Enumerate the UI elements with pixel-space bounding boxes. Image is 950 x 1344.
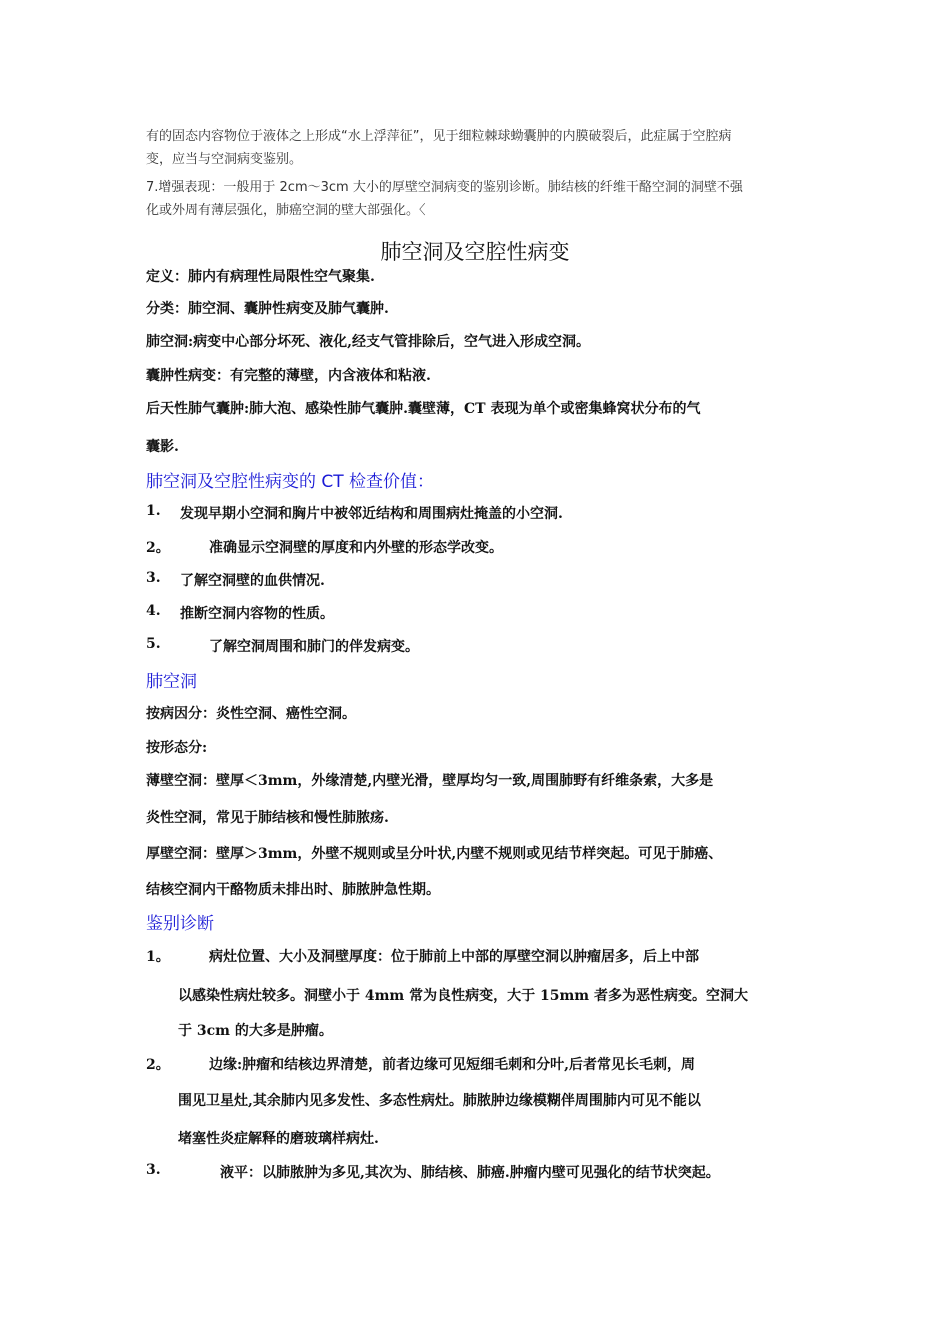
list-number: 1。: [146, 949, 170, 965]
list-item: 推断空洞内容物的性质。: [180, 606, 334, 622]
list-item-line: 液平：以肺脓肿为多见,其次为、肺结核、肺癌.肿瘤内壁可见强化的结节状突起。: [220, 1165, 720, 1181]
diff-section-heading: 鉴别诊断: [146, 914, 214, 934]
list-number: 2。: [146, 540, 170, 556]
cavity-definition-line: 肺空洞:病变中心部分坏死、液化,经支气管排除后，空气进入形成空洞。: [146, 334, 591, 350]
list-number: 5.: [146, 636, 161, 652]
cavity-line: 结核空洞内干酪物质未排出时、肺脓肿急性期。: [146, 882, 440, 898]
list-item-line: 堵塞性炎症解释的磨玻璃样病灶.: [178, 1131, 379, 1147]
list-number: 4.: [146, 603, 161, 619]
list-item: 了解空洞周围和肺门的伴发病变。: [209, 639, 419, 655]
cavity-line: 炎性空洞，常见于肺结核和慢性肺脓疡.: [146, 810, 389, 826]
pneumatocele-line: 后天性肺气囊肿:肺大泡、感染性肺气囊肿.囊壁薄，CT 表现为单个或密集蜂窝状分布的气: [146, 401, 701, 417]
list-number: 1.: [146, 503, 161, 519]
ct-section-heading: 肺空洞及空腔性病变的 CT 检查价值：: [146, 472, 435, 492]
list-item-line: 围见卫星灶,其余肺内见多发性、多态性病灶。肺脓肿边缘模糊伴周围肺内可见不能以: [178, 1093, 701, 1109]
pneumatocele-line-cont: 囊影.: [146, 439, 179, 455]
list-item: 准确显示空洞壁的厚度和内外壁的形态学改变。: [209, 540, 503, 556]
cavity-section-heading: 肺空洞: [146, 672, 197, 692]
cavity-line: 按形态分:: [146, 740, 208, 756]
intro-line: 有的固态内容物位于液体之上形成“水上浮萍征”，见于细粒棘球蚴囊肿的内膜破裂后，此症属于空腔病: [146, 129, 732, 144]
page-title: 肺空洞及空腔性病变: [380, 240, 570, 264]
list-number: 3.: [146, 570, 161, 586]
list-item: 了解空洞壁的血供情况.: [180, 573, 325, 589]
list-item-line: 边缘:肿瘤和结核边界清楚，前者边缘可见短细毛刺和分叶,后者常见长毛刺，周: [209, 1057, 696, 1073]
cystic-lesion-line: 囊肿性病变：有完整的薄壁，内含液体和粘液.: [146, 368, 431, 384]
list-item-line: 以感染性病灶较多。洞壁小于 4mm 常为良性病变，大于 15mm 者多为恶性病变。空洞大: [178, 988, 748, 1004]
list-number: 3.: [146, 1162, 161, 1178]
intro-paragraph-1: [146, 125, 816, 171]
list-item-line: 于 3cm 的大多是肿瘤。: [178, 1023, 333, 1039]
cavity-line: 薄壁空洞：壁厚＜3mm，外缘清楚,内壁光滑，壁厚均匀一致,周围肺野有纤维条索，大多是: [146, 773, 714, 789]
cavity-line: 厚壁空洞：壁厚＞3mm，外壁不规则或呈分叶状,内壁不规则或见结节样突起。可见于肺癌、: [146, 846, 723, 862]
intro-paragraph-2: [146, 176, 816, 222]
cavity-line: 按病因分：炎性空洞、癌性空洞。: [146, 706, 356, 722]
classification-line: 分类：肺空洞、囊肿性病变及肺气囊肿.: [146, 301, 389, 317]
definition-line: 定义：肺内有病理性局限性空气聚集.: [146, 269, 375, 285]
intro-line: 化或外周有薄层强化，肺癌空洞的壁大部强化。〈: [146, 203, 426, 218]
list-item-line: 病灶位置、大小及洞壁厚度：位于肺前上中部的厚壁空洞以肿瘤居多，后上中部: [209, 949, 699, 965]
intro-line: 7.增强表现：一般用于 2cm～3cm 大小的厚壁空洞病变的鉴别诊断。肺结核的纤维干酪空洞的洞壁不强: [146, 180, 743, 195]
intro-line: 变，应当与空洞病变鉴别。: [146, 152, 303, 167]
list-number: 2。: [146, 1057, 170, 1073]
list-item: 发现早期小空洞和胸片中被邻近结构和周围病灶掩盖的小空洞.: [180, 506, 563, 522]
